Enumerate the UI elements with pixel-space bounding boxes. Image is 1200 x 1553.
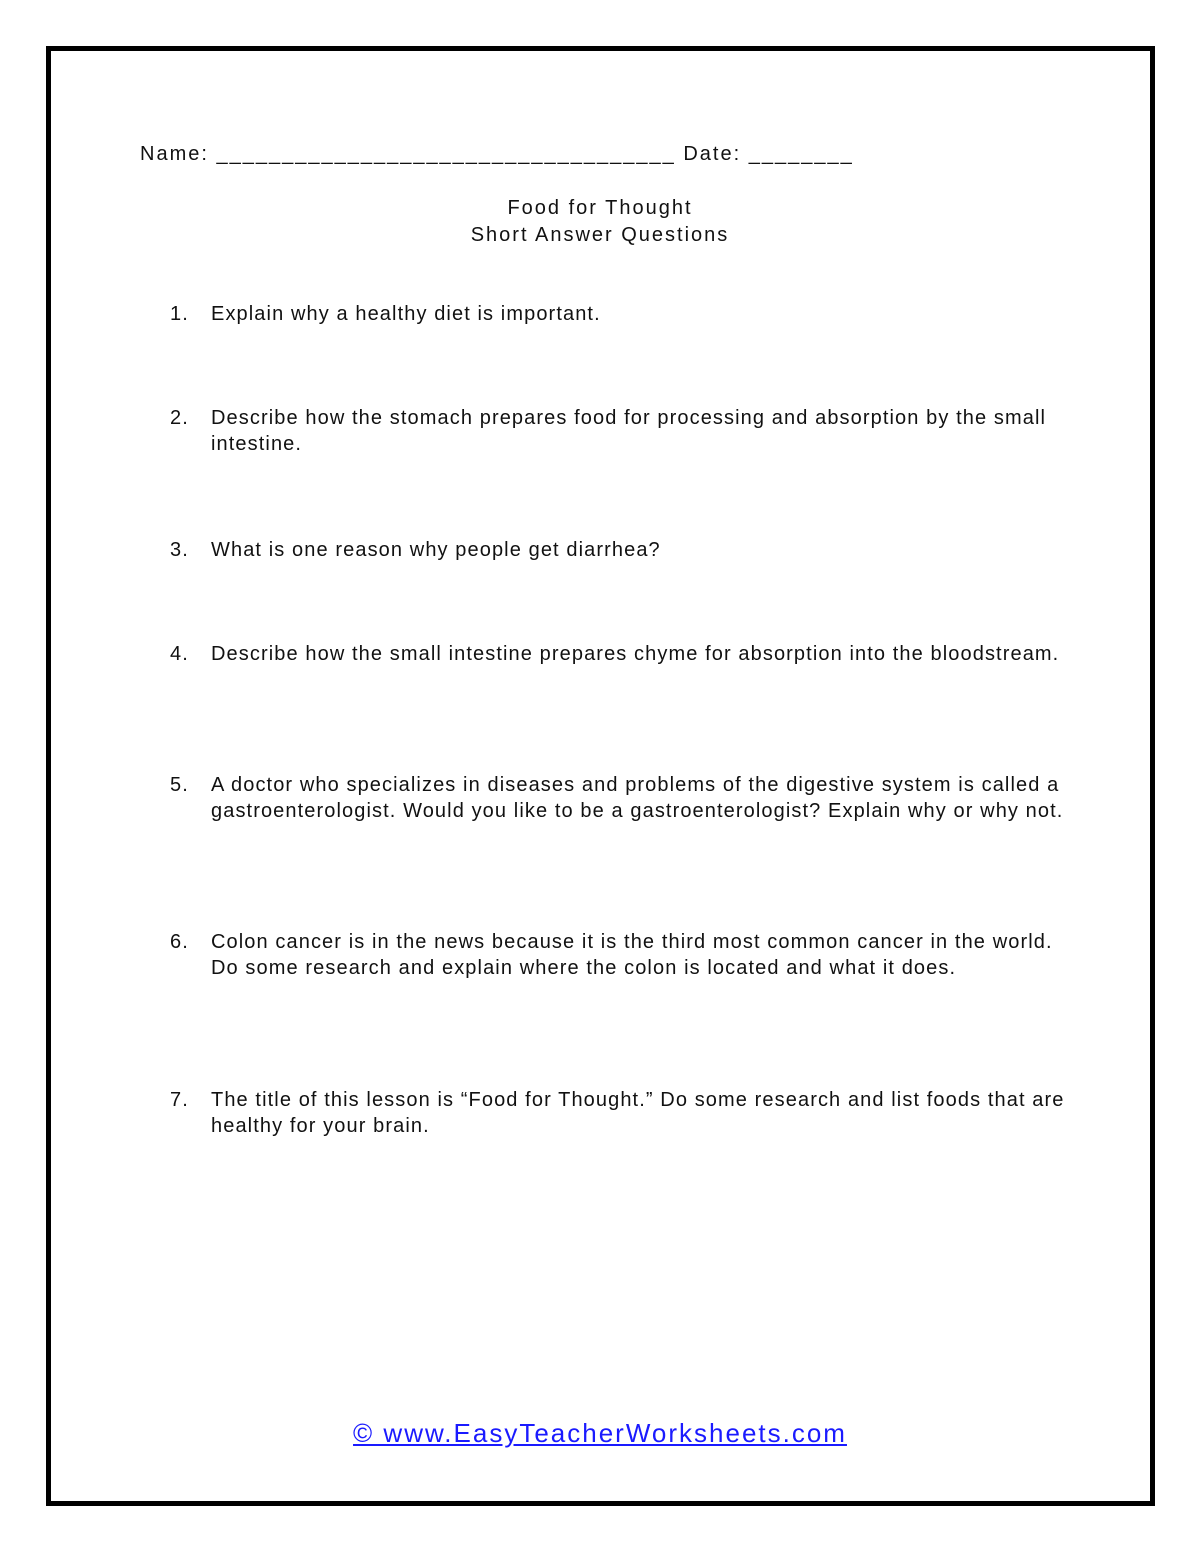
- question-number: 5.: [170, 774, 189, 796]
- question-7: [170, 1087, 1070, 1139]
- question-5: [170, 772, 1070, 824]
- question-text: A doctor who specializes in diseases and problems of the digestive system is called a gastroenterologist. Would you like to be a gastroenterologist? Explain why or why not.: [211, 774, 1064, 822]
- question-text: Describe how the small intestine prepares chyme for absorption into the bloodstream.: [211, 643, 1060, 665]
- date-label: Date:: [683, 143, 742, 165]
- question-number: 3.: [170, 539, 189, 561]
- question-text: Colon cancer is in the news because it is the third most common cancer in the world. Do some research and explain where the colon is located and what it does.: [211, 931, 1053, 979]
- question-1: [170, 301, 1070, 327]
- name-label: Name:: [140, 143, 209, 165]
- website-link[interactable]: © www.EasyTeacherWorksheets.com: [353, 1418, 847, 1448]
- question-number: 2.: [170, 407, 189, 429]
- title-line-1: Food for Thought: [507, 197, 693, 219]
- question-4: [170, 641, 1070, 667]
- question-number: 1.: [170, 303, 189, 325]
- name-blank: ___________________________________: [216, 143, 676, 165]
- question-text: What is one reason why people get diarrhea?: [211, 539, 661, 561]
- question-number: 6.: [170, 931, 189, 953]
- question-number: 4.: [170, 643, 189, 665]
- question-6: [170, 929, 1070, 981]
- question-text: The title of this lesson is “Food for Thought.” Do some research and list foods that are healthy for your brain.: [211, 1089, 1065, 1137]
- question-number: 7.: [170, 1089, 189, 1111]
- question-text: Describe how the stomach prepares food for processing and absorption by the small intestine.: [211, 407, 1047, 455]
- date-blank: ________: [748, 143, 854, 165]
- question-3: [170, 537, 1070, 563]
- question-2: [170, 405, 1070, 457]
- worksheet-title: [0, 195, 1200, 249]
- title-line-2: Short Answer Questions: [470, 224, 730, 246]
- question-text: Explain why a healthy diet is important.: [211, 303, 601, 325]
- name-date-line: [140, 143, 854, 166]
